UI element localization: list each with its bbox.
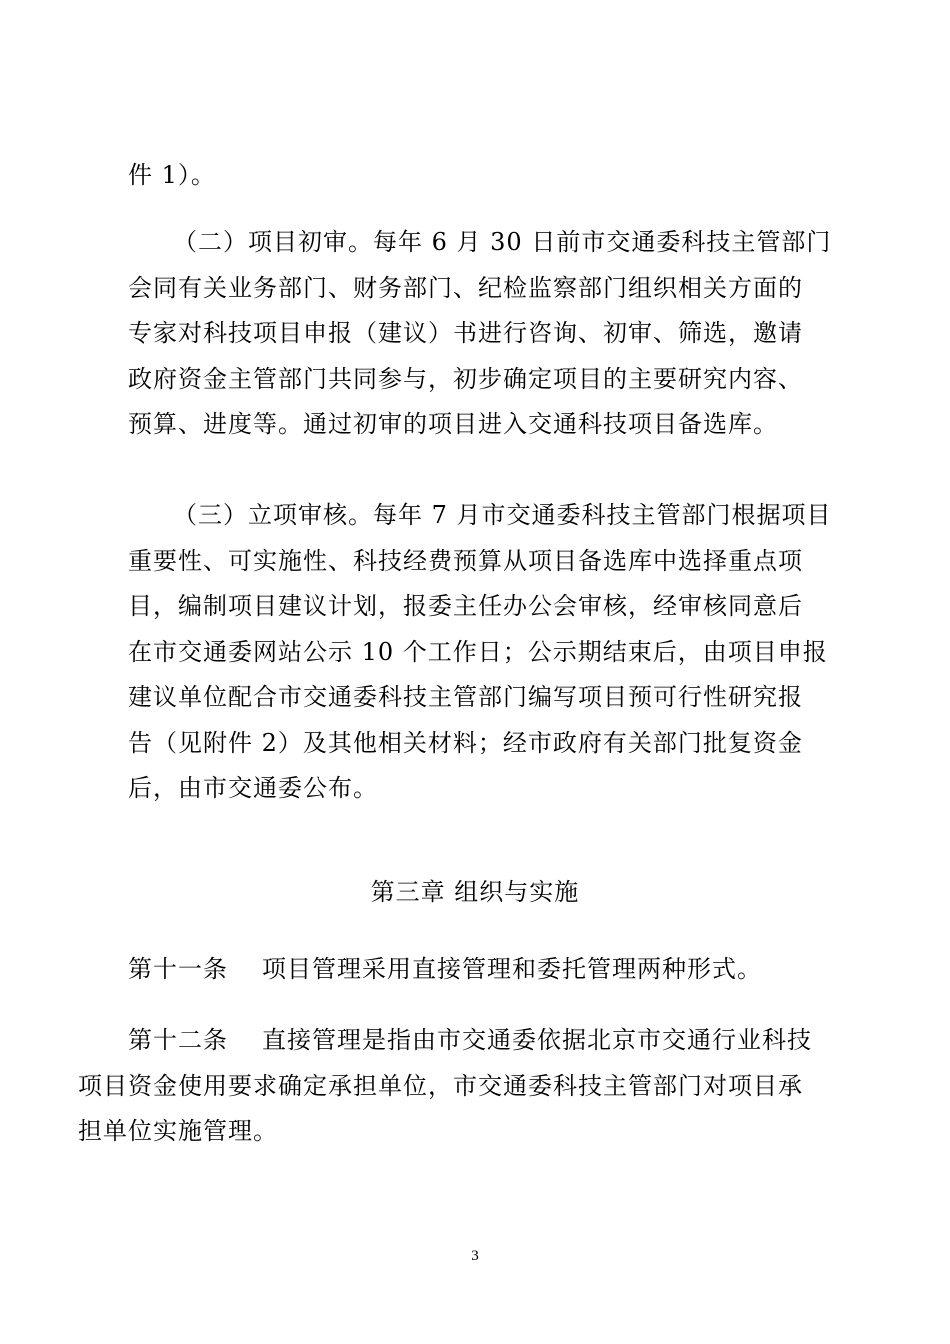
- paragraph-line: 政府资金主管部门共同参与，初步确定项目的主要研究内容、: [128, 364, 803, 393]
- chapter-title: 第三章 组织与实施: [370, 878, 580, 906]
- continuation-line: 件 1）。: [128, 161, 216, 189]
- paragraph-line: （二）项目初审。每年 6 月 30 日前市交通委科技主管部门: [173, 228, 832, 256]
- paragraph-line: 项目资金使用要求确定承担单位，市交通委科技主管部门对项目承: [78, 1071, 803, 1100]
- paragraph-line: 告（见附件 2）及其他相关材料；经市政府有关部门批复资金: [128, 728, 803, 757]
- article-text: 项目管理采用直接管理和委托管理两种形式。: [262, 955, 762, 983]
- paragraph-line: 重要性、可实施性、科技经费预算从项目备选库中选择重点项: [128, 546, 803, 575]
- paragraph-line: 专家对科技项目申报（建议）书进行咨询、初审、筛选，邀请: [128, 319, 803, 347]
- article-number: 第十二条: [128, 1026, 228, 1054]
- section-preliminary-review: [128, 220, 838, 448]
- paragraph-line: 在市交通委网站公示 10 个工作日；公示期结束后，由项目申报: [128, 637, 828, 666]
- continuation-text: [128, 153, 890, 199]
- article-11: [128, 947, 838, 993]
- paragraph-line: 担单位实施管理。: [78, 1117, 278, 1145]
- page-number: 3: [471, 1248, 479, 1264]
- section-project-approval: [128, 493, 838, 812]
- paragraph-line: 后，由市交通委公布。: [128, 774, 378, 802]
- paragraph-line: （三）立项审核。每年 7 月市交通委科技主管部门根据项目: [173, 501, 832, 529]
- paragraph-line: 目，编制项目建议计划，报委主任办公会审核，经审核同意后: [128, 592, 803, 620]
- article-12: [78, 1018, 838, 1155]
- article-text: 直接管理是指由市交通委依据北京市交通行业科技: [262, 1026, 812, 1054]
- article-number: 第十一条: [128, 955, 228, 983]
- paragraph-line: 会同有关业务部门、财务部门、纪检监察部门组织相关方面的: [128, 273, 803, 302]
- paragraph-line: 建议单位配合市交通委科技主管部门编写项目预可行性研究报: [128, 683, 803, 711]
- paragraph-line: 预算、进度等。通过初审的项目进入交通科技项目备选库。: [128, 410, 778, 438]
